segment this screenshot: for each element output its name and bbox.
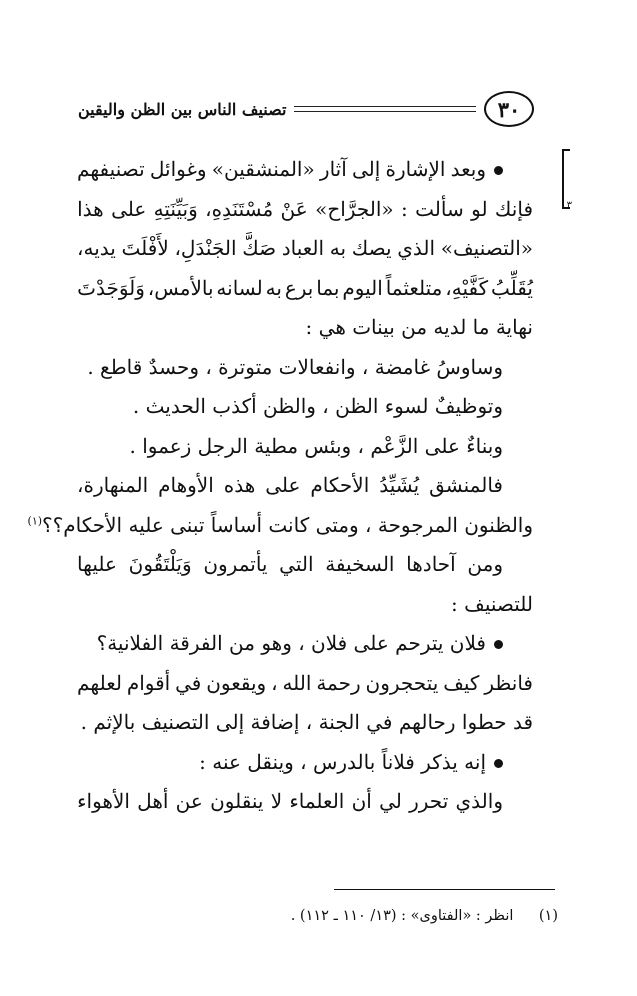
word: يديه، — [77, 236, 116, 260]
word: اليوم — [342, 275, 383, 300]
word: كَفَّيْهِ، — [445, 275, 489, 300]
word: العباد — [281, 236, 325, 260]
word: تحرر — [409, 789, 449, 813]
line-text: وساوسُ غامضة ، وانفعالات متوترة ، وحسدٌ قاطع . — [87, 354, 503, 379]
page-number: ٣٠ — [484, 91, 534, 127]
word: ويقعون — [206, 670, 267, 695]
word: به — [329, 236, 347, 260]
word: لأَفْلَتَ — [121, 236, 169, 260]
word: به — [265, 275, 282, 300]
text-line — [77, 427, 533, 467]
word: ومن — [467, 552, 503, 576]
footnote-ref: (١) — [27, 513, 43, 527]
word: عَنْ — [280, 196, 308, 221]
text-line — [77, 545, 533, 585]
word: فانظر — [484, 670, 533, 695]
text-line — [77, 703, 533, 743]
word: لسانه — [216, 275, 263, 300]
word: هذا — [77, 196, 104, 221]
word: إلى — [351, 157, 381, 181]
page-header — [78, 88, 534, 130]
word: الأهواء — [77, 789, 130, 813]
text-line — [77, 348, 533, 388]
word: «المنشقين» — [211, 157, 315, 181]
word: سألت — [415, 196, 464, 221]
footnote-text: انظر : «الفتاوى» : (١٣/ ١١٠ ـ ١١٢) . — [290, 908, 514, 924]
word: مُسْتَنَدِهِ، — [205, 196, 274, 221]
word: العلماء — [289, 789, 345, 813]
body-text — [27, 150, 533, 822]
word: عليها — [77, 552, 117, 576]
word: الله — [282, 670, 312, 695]
word: يُقَلِّبُ — [491, 275, 533, 300]
word: وَلَوَجَدْتَ — [77, 275, 145, 300]
footnote-separator — [334, 889, 555, 890]
word: على — [111, 196, 147, 221]
word: الإشارة — [385, 157, 446, 181]
word: بما — [316, 275, 340, 300]
line-text: قد حطوا رحالهم في الجنة ، إضافة إلى التصنيف بالإثم . — [80, 710, 533, 734]
text-line — [77, 624, 533, 664]
word: وَيَلْتَقُونَ — [128, 552, 192, 576]
word: وَبَيِّنَتِهِ — [153, 196, 198, 221]
bullet-word — [451, 150, 503, 190]
word: عن — [175, 789, 203, 813]
running-title: تصنيف الناس بين الظن واليقين — [78, 99, 287, 119]
text-line — [77, 150, 533, 190]
word: التي — [279, 552, 314, 576]
word: الأحكام — [310, 473, 370, 497]
word: والذي — [455, 789, 503, 813]
word: بالأمس، — [147, 275, 214, 300]
word: «الجرَّاح» — [315, 196, 394, 221]
word: لو — [471, 196, 488, 221]
word: في — [175, 670, 202, 695]
text-line — [77, 387, 533, 427]
word: : — [401, 196, 408, 221]
line-text: والظنون المرجوحة ، ومتى كانت أساساً تبنى عليه الأحكام؟؟ — [42, 512, 533, 537]
word: وغوائل — [149, 157, 207, 181]
line-text: للتصنيف : — [451, 591, 533, 616]
word: تصنيفهم — [77, 157, 145, 181]
word: المنهارة، — [77, 473, 149, 497]
text-line — [77, 743, 533, 783]
word: الأوهام — [158, 473, 214, 497]
word: آحادها — [406, 552, 456, 576]
bullet-icon — [494, 640, 503, 649]
word: لا — [270, 789, 283, 813]
word: يصك — [351, 236, 392, 260]
word: أهل — [137, 789, 169, 813]
line-text: وبناءٌ على الزَّعْم ، وبئس مطية الرجل زعموا . — [129, 433, 503, 458]
word: أقوام — [126, 670, 171, 695]
line-text: فلان يترحم على فلان ، وهو من الفرقة الفلانية؟ — [96, 631, 486, 655]
word: رحمة — [316, 670, 361, 695]
text-line — [77, 466, 533, 506]
word: الجَنْدَلِ، — [174, 236, 237, 260]
word: أن — [351, 789, 372, 813]
word: ، — [271, 670, 278, 695]
line-text: إنه يذكر فلاناً بالدرس ، وينقل عنه : — [199, 749, 486, 774]
word: ينقلون — [210, 789, 264, 813]
word: على — [265, 473, 301, 497]
word: هذه — [223, 473, 256, 497]
word: يأتمرون — [203, 552, 268, 576]
word: وبعد — [450, 157, 486, 181]
bullet-icon — [494, 759, 503, 768]
word: فإنك — [494, 196, 533, 221]
word: «التصنيف» — [440, 236, 533, 260]
word: لي — [379, 789, 402, 813]
text-line — [77, 190, 533, 230]
word: يُشَيِّدُ — [379, 473, 420, 497]
text-line — [77, 782, 533, 822]
line-text: وتوظيفٌ لسوء الظن ، والظن أكذب الحديث . — [132, 394, 503, 418]
text-line — [77, 229, 533, 269]
margin-bracket-mark — [558, 148, 576, 214]
text-line — [77, 269, 533, 309]
text-line — [77, 585, 533, 625]
word: الذي — [397, 236, 436, 260]
text-line — [77, 308, 533, 348]
footnote — [77, 901, 558, 931]
word: آثار — [319, 157, 347, 181]
word: يتحجرون — [365, 670, 439, 695]
footnote-number: (١) — [538, 908, 558, 924]
word: لعلهم — [77, 670, 122, 695]
svg-text:٣: ٣ — [566, 200, 572, 211]
header-rule — [294, 106, 476, 112]
text-line — [27, 506, 533, 546]
word: برع — [284, 275, 314, 300]
word: صَكَّ — [242, 236, 277, 260]
line-text: نهاية ما لديه من بينات هي : — [305, 315, 533, 339]
bullet-icon — [494, 166, 503, 175]
word: متلعثماً — [385, 275, 443, 300]
word: فالمنشق — [429, 473, 503, 497]
word: كيف — [443, 670, 480, 695]
text-line — [77, 664, 533, 704]
word: السخيفة — [325, 552, 395, 576]
